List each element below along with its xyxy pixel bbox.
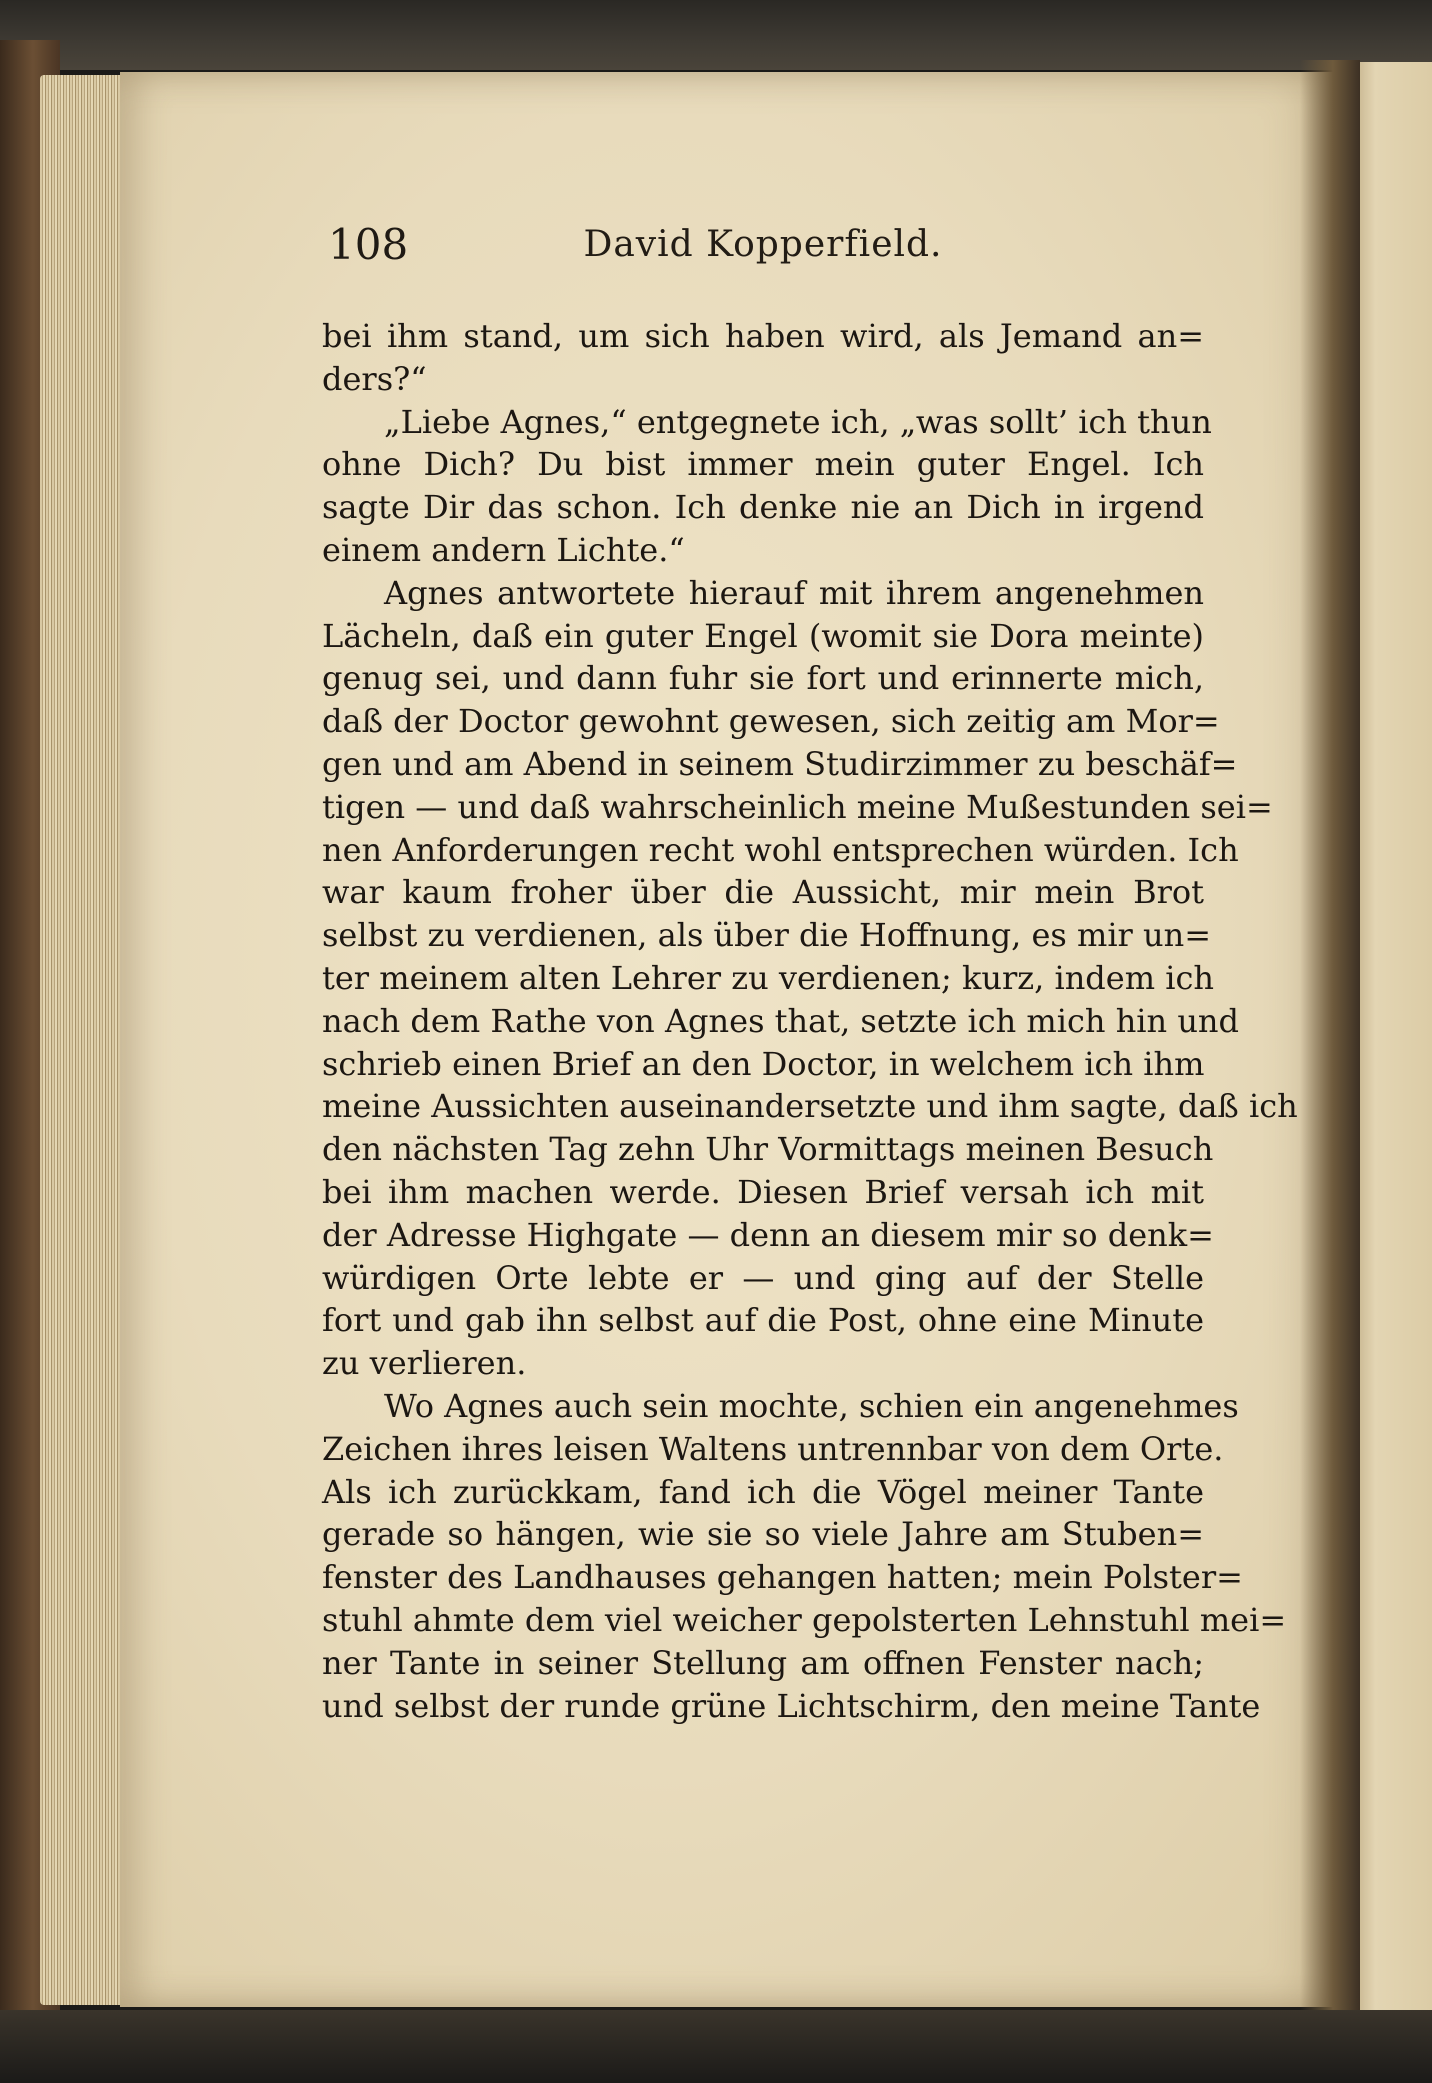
text-line: „Liebe Agnes,“ entgegnete ich, „was sollt’ ich thun (384, 402, 1212, 441)
text-line: bei ihm stand, um sich haben wird, als Jemand an= (322, 317, 1204, 355)
text-line: meine Aussichten auseinandersetzte und ihm sagte, daß ich (322, 1087, 1298, 1126)
text-line: ders?“ (322, 359, 427, 398)
text-line: der Adresse Highgate — denn an diesem mir so denk= (322, 1215, 1214, 1254)
text-line: fenster des Landhauses gehangen hatten; mein Polster= (322, 1558, 1243, 1597)
text-line: genug sei, und dann fuhr sie fort und erinnerte mich, (322, 659, 1204, 698)
text-line: Zeichen ihres leisen Waltens untrennbar von dem Orte. (322, 1429, 1224, 1468)
text-line: nen Anforderungen recht wohl entsprechen würden. Ich (322, 830, 1239, 869)
page-header (328, 215, 1198, 275)
text-line: schrieb einen Brief an den Doctor, in welchem ich ihm (322, 1044, 1205, 1083)
body-text (322, 315, 1298, 1727)
book-gutter (1300, 60, 1360, 2020)
text-line: zu verlieren. (322, 1344, 527, 1383)
text-line: ner Tante in seiner Stellung am offnen Fenster nach; (322, 1643, 1204, 1682)
text-line: stuhl ahmte dem viel weicher gepolsterten Lehnstuhl mei= (322, 1600, 1287, 1639)
scanner-bottom-edge (0, 2010, 1432, 2083)
text-line: bei ihm machen werde. Diesen Brief versah ich mit (322, 1172, 1204, 1211)
text-line: gerade so hängen, wie sie so viele Jahre am Stuben= (322, 1515, 1204, 1554)
text-line: selbst zu verdienen, als über die Hoffnung, es mir un= (322, 916, 1212, 955)
running-title: David Kopperfield. (583, 224, 943, 265)
text-line: den nächsten Tag zehn Uhr Vormittags meinen Besuch (322, 1130, 1214, 1169)
text-line: Als ich zurückkam, fand ich die Vögel meiner Tante (322, 1472, 1204, 1511)
text-line: fort und gab ihn selbst auf die Post, ohne eine Minute (322, 1301, 1204, 1340)
text-line: würdigen Orte lebte er — und ging auf der Stelle (322, 1258, 1204, 1297)
text-line: Wo Agnes auch sein mochte, schien ein angenehmes (384, 1386, 1239, 1425)
page-number: 108 (328, 220, 409, 269)
scanner-top-edge (0, 0, 1432, 70)
text-line: und selbst der runde grüne Lichtschirm, den meine Tante (322, 1686, 1261, 1725)
text-line: war kaum froher über die Aussicht, mir mein Brot (322, 873, 1204, 912)
text-line: daß der Doctor gewohnt gewesen, sich zeitig am Mor= (322, 702, 1220, 741)
text-line: gen und am Abend in seinem Studirzimmer zu beschäf= (322, 744, 1238, 783)
text-line: ohne Dich? Du bist immer mein guter Engel. Ich (322, 445, 1204, 484)
text-line: einem andern Lichte.“ (322, 530, 685, 569)
text-line: Agnes antwortete hierauf mit ihrem angenehmen (384, 573, 1204, 612)
text-line: tigen — und daß wahrscheinlich meine Mußestunden sei= (322, 787, 1273, 826)
text-line: Lächeln, daß ein guter Engel (womit sie Dora meinte) (322, 616, 1204, 655)
text-line: sagte Dir das schon. Ich denke nie an Dich in irgend (322, 488, 1204, 527)
text-line: nach dem Rathe von Agnes that, setzte ich mich hin und (322, 1001, 1240, 1040)
text-line: ter meinem alten Lehrer zu verdienen; kurz, indem ich (322, 958, 1214, 997)
